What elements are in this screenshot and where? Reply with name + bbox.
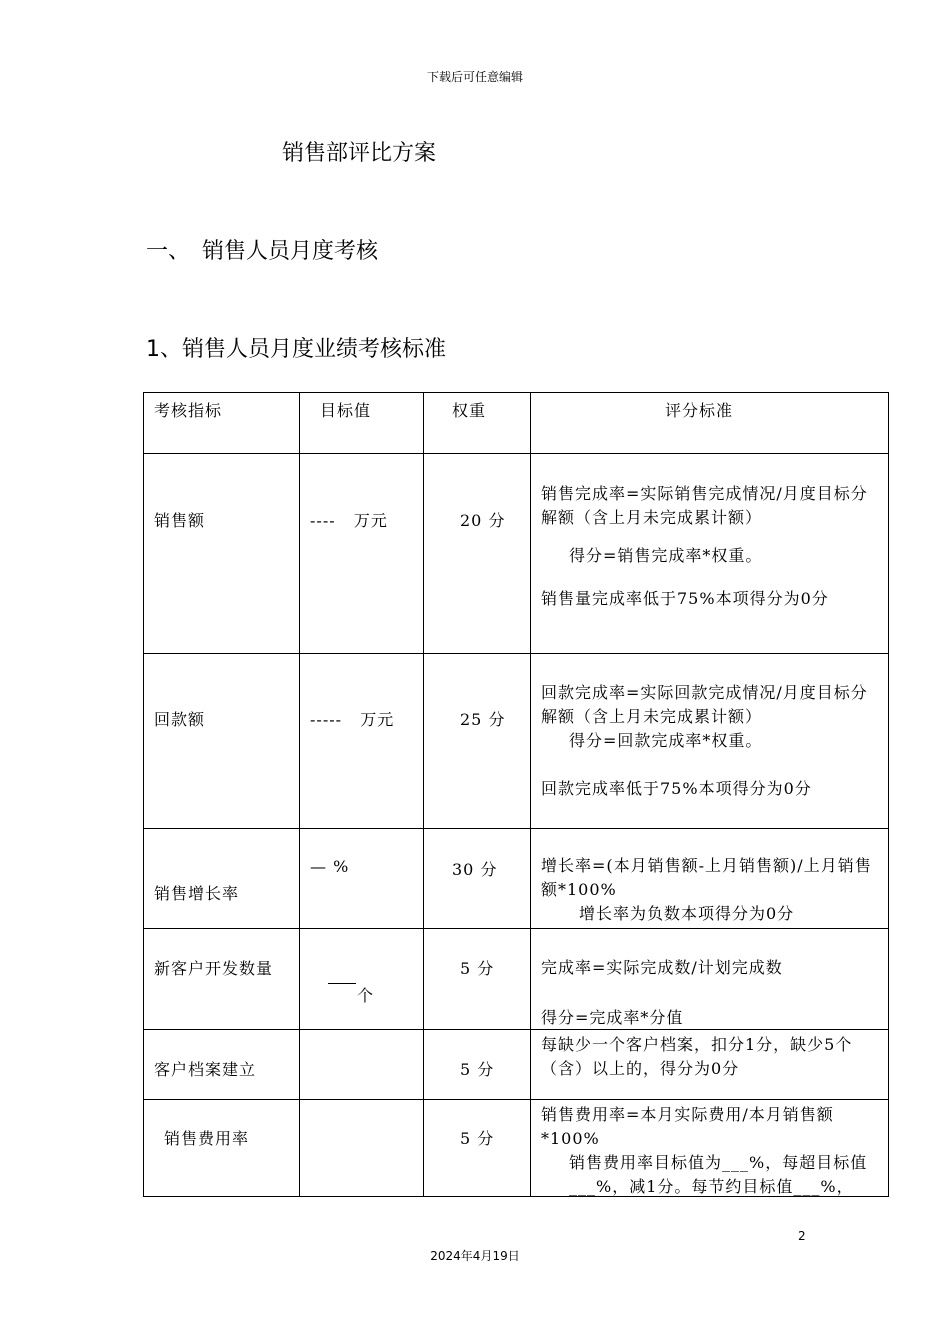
indicator-cell: 销售额	[154, 511, 206, 530]
subsection-title: 1、销售人员月度业绩考核标准	[146, 337, 446, 362]
weight-cell: 30 分	[452, 860, 498, 879]
table-row	[144, 929, 889, 1030]
table-header-row	[144, 393, 889, 454]
target-blank-field	[328, 983, 356, 984]
header-note: 下载后可任意编辑	[426, 70, 523, 84]
table-row	[144, 1100, 889, 1197]
criteria-cell	[541, 482, 882, 611]
criteria-cell	[541, 1103, 882, 1199]
criteria-line: 得分=回款完成率*权重。	[569, 731, 763, 750]
section-heading	[146, 234, 378, 265]
table-row	[144, 829, 889, 929]
table-row	[144, 654, 889, 829]
criteria-cell	[541, 854, 882, 926]
document-title: 销售部评比方案	[282, 141, 437, 166]
criteria-line: 销售量完成率低于75%本项得分为0分	[541, 589, 829, 608]
criteria-cell	[541, 1033, 882, 1081]
target-cell: ---- 万元	[310, 511, 388, 530]
criteria-line: 回款完成率低于75%本项得分为0分	[541, 779, 812, 798]
header-weight: 权重	[452, 401, 487, 420]
table-row	[144, 454, 889, 654]
weight-cell: 20 分	[460, 511, 506, 530]
indicator-cell: 客户档案建立	[154, 1060, 257, 1079]
page-number: 2	[798, 1229, 806, 1243]
footer-date: 2024年4月19日	[430, 1249, 520, 1263]
criteria-line: 完成率=实际完成数/计划完成数	[541, 958, 783, 977]
header-criteria: 评分标准	[665, 401, 734, 420]
indicator-cell: 销售增长率	[154, 884, 240, 903]
criteria-cell	[541, 681, 882, 801]
criteria-line: 得分=销售完成率*权重。	[569, 546, 763, 565]
criteria-line: 增长率为负数本项得分为0分	[579, 904, 795, 923]
header-indicator: 考核指标	[154, 401, 223, 420]
criteria-line: 销售完成率=实际销售完成情况/月度目标分解额（含上月未完成累计额）	[541, 484, 868, 527]
criteria-line: 得分=完成率*分值	[541, 1008, 684, 1027]
header-target: 目标值	[320, 401, 372, 420]
assessment-table	[143, 392, 889, 1197]
criteria-line: 销售费用率目标值为___%，每超目标值___%，减1分。每节约目标值___%，	[569, 1153, 868, 1196]
indicator-cell: 新客户开发数量	[154, 959, 274, 978]
weight-cell: 5 分	[460, 959, 495, 978]
weight-cell: 5 分	[460, 1060, 495, 1079]
criteria-line: 回款完成率=实际回款完成情况/月度目标分解额（含上月未完成累计额）	[541, 683, 868, 726]
weight-cell: 25 分	[460, 710, 506, 729]
table-row	[144, 1030, 889, 1100]
weight-cell: 5 分	[460, 1129, 495, 1148]
criteria-cell	[541, 956, 882, 1030]
indicator-cell: 销售费用率	[164, 1129, 250, 1148]
section-title: 销售人员月度考核	[202, 239, 379, 264]
section-number: 一、	[146, 239, 191, 264]
criteria-line: 增长率=(本月销售额-上月销售额)/上月销售额*100%	[541, 856, 872, 899]
target-cell: — %	[310, 857, 350, 876]
indicator-cell: 回款额	[154, 710, 206, 729]
criteria-line: 每缺少一个客户档案，扣分1分，缺少5个（含）以上的，得分为0分	[541, 1035, 853, 1078]
target-cell: ----- 万元	[310, 710, 395, 729]
criteria-line: 销售费用率=本月实际费用/本月销售额*100%	[541, 1105, 834, 1148]
target-cell: 个	[357, 986, 375, 1005]
